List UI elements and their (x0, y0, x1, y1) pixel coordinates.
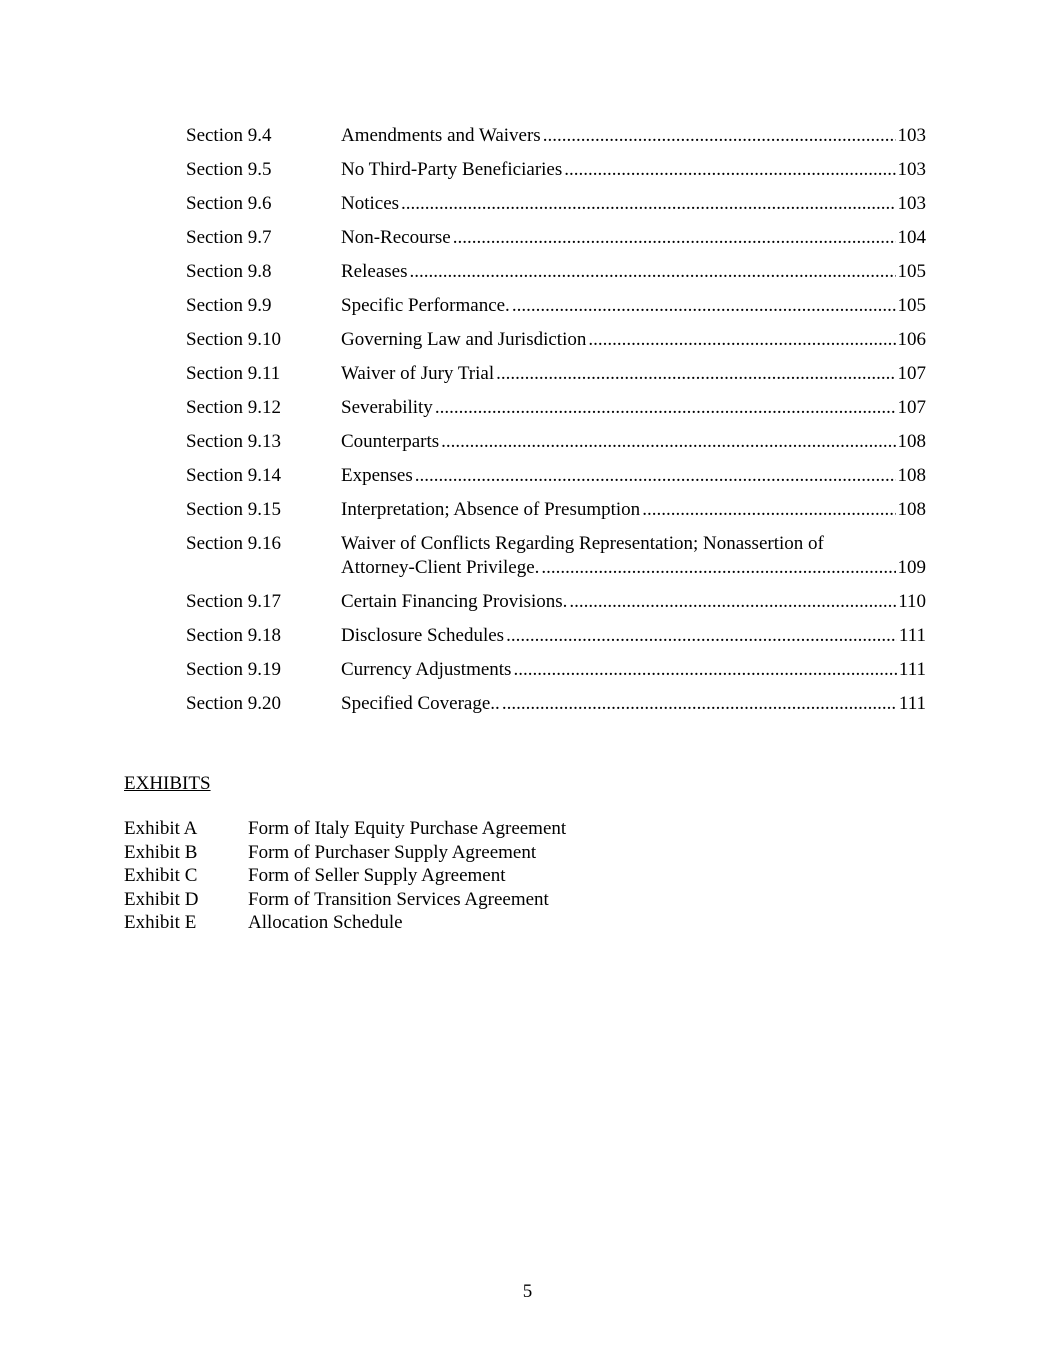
section-number: Section 9.17 (186, 591, 281, 612)
exhibit-item (124, 841, 824, 865)
section-number: Section 9.15 (186, 499, 281, 520)
dot-leader (502, 692, 897, 716)
exhibit-label: Exhibit E (124, 912, 197, 934)
section-number: Section 9.18 (186, 625, 281, 646)
toc-entry[interactable] (186, 226, 926, 250)
exhibit-item (124, 888, 824, 912)
dot-leader (409, 260, 895, 284)
exhibit-label: Exhibit C (124, 865, 198, 887)
dot-leader (642, 498, 895, 522)
dot-leader (401, 192, 895, 216)
section-number: Section 9.12 (186, 397, 281, 418)
section-title: Releases (341, 261, 408, 282)
exhibit-description: Form of Transition Services Agreement (248, 888, 549, 910)
section-title: Interpretation; Absence of Presumption (341, 499, 641, 520)
page-reference: 104 (897, 227, 926, 248)
page-reference: 111 (898, 625, 926, 646)
toc-entry[interactable] (186, 158, 926, 182)
section-number: Section 9.4 (186, 125, 272, 146)
exhibit-label: Exhibit B (124, 841, 198, 863)
exhibit-label: Exhibit A (124, 818, 198, 839)
page-reference: 103 (897, 193, 926, 214)
section-title: Disclosure Schedules (341, 625, 505, 646)
table-of-contents (186, 124, 926, 726)
section-number: Section 9.7 (186, 227, 272, 248)
dot-leader (541, 556, 895, 580)
dot-leader (441, 430, 895, 454)
toc-entry[interactable] (186, 464, 926, 488)
exhibit-description: Form of Italy Equity Purchase Agreement (248, 818, 567, 839)
section-title-line: Waiver of Conflicts Regarding Representation; Nonassertion of (341, 533, 824, 554)
section-number: Section 9.16 (186, 533, 281, 554)
dot-leader (435, 396, 896, 420)
toc-entry[interactable] (186, 498, 926, 522)
toc-entry[interactable] (186, 294, 926, 318)
exhibit-description: Form of Seller Supply Agreement (248, 865, 506, 887)
dot-leader (453, 226, 896, 250)
section-number: Section 9.8 (186, 261, 272, 282)
page-reference: 103 (897, 125, 926, 146)
page-reference: 108 (897, 499, 926, 520)
toc-entry[interactable] (186, 260, 926, 284)
toc-entry[interactable] (186, 532, 926, 580)
page-reference: 111 (898, 659, 926, 680)
exhibit-item (124, 817, 824, 841)
page-reference: 105 (897, 295, 926, 316)
page-reference: 106 (897, 329, 926, 350)
section-title: Specific Performance. (341, 295, 510, 316)
toc-entry[interactable] (186, 658, 926, 682)
page-reference: 108 (897, 465, 926, 486)
exhibits-section (124, 772, 824, 935)
toc-entry[interactable] (186, 624, 926, 648)
section-number: Section 9.9 (186, 295, 272, 316)
section-title: Expenses (341, 465, 413, 486)
dot-leader (506, 624, 897, 648)
page-reference: 111 (898, 693, 926, 714)
page-reference: 109 (897, 557, 926, 578)
toc-entry[interactable] (186, 328, 926, 352)
toc-entry[interactable] (186, 692, 926, 716)
dot-leader (543, 124, 896, 148)
toc-entry[interactable] (186, 396, 926, 420)
dot-leader (569, 590, 896, 614)
dot-leader (415, 464, 896, 488)
toc-entry[interactable] (186, 590, 926, 614)
exhibit-label: Exhibit D (124, 888, 199, 910)
dot-leader (512, 294, 896, 318)
exhibit-description: Form of Purchaser Supply Agreement (248, 841, 537, 863)
exhibit-item (124, 864, 824, 888)
toc-entry[interactable] (186, 192, 926, 216)
page-reference: 107 (897, 397, 926, 418)
section-title: Severability (341, 397, 433, 418)
section-number: Section 9.10 (186, 329, 281, 350)
page-reference: 105 (897, 261, 926, 282)
dot-leader (588, 328, 895, 352)
dot-leader (496, 362, 895, 386)
toc-entry[interactable] (186, 124, 926, 148)
section-number: Section 9.6 (186, 193, 272, 214)
page-reference: 107 (897, 363, 926, 384)
section-title: Specified Coverage.. (341, 693, 500, 714)
section-number: Section 9.14 (186, 465, 281, 486)
exhibit-description: Allocation Schedule (248, 912, 403, 934)
section-title: Governing Law and Jurisdiction (341, 329, 587, 350)
page-reference: 108 (897, 431, 926, 452)
toc-entry[interactable] (186, 362, 926, 386)
section-number: Section 9.20 (186, 693, 281, 714)
section-title: Counterparts (341, 431, 440, 452)
dot-leader (513, 658, 896, 682)
page-reference: 110 (898, 591, 926, 612)
section-title: Certain Financing Provisions. (341, 591, 568, 612)
section-number: Section 9.19 (186, 659, 281, 680)
section-title: No Third-Party Beneficiaries (341, 159, 563, 180)
section-number: Section 9.11 (186, 363, 281, 384)
dot-leader (564, 158, 895, 182)
section-title: Notices (341, 193, 400, 214)
section-title: Waiver of Jury Trial (341, 363, 495, 384)
page-reference: 103 (897, 159, 926, 180)
exhibits-heading: EXHIBITS (124, 773, 211, 794)
section-title: Currency Adjustments (341, 659, 512, 680)
section-title: Attorney-Client Privilege. (341, 557, 540, 578)
section-number: Section 9.13 (186, 431, 281, 452)
page-number: 5 (522, 1281, 533, 1302)
exhibit-item (124, 911, 824, 935)
toc-entry[interactable] (186, 430, 926, 454)
section-number: Section 9.5 (186, 159, 272, 180)
section-title: Amendments and Waivers (341, 125, 541, 146)
section-title: Non-Recourse (341, 227, 451, 248)
